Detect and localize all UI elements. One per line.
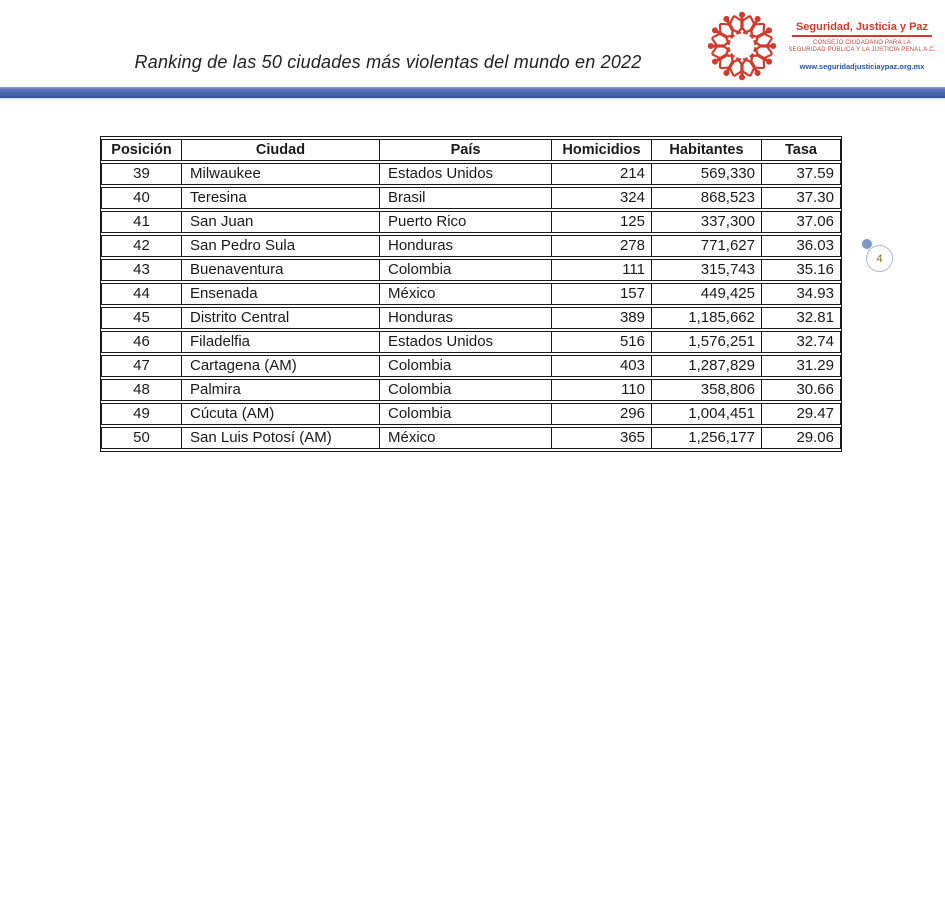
table-cell: 214 [551,163,651,185]
table-cell: 41 [101,211,181,233]
table-cell: Puerto Rico [379,211,551,233]
annotation-dot [862,239,872,249]
table-cell: 569,330 [651,163,761,185]
table-cell: 278 [551,235,651,257]
table-cell: Distrito Central [181,307,379,329]
table-row [101,307,841,329]
org-logo-text [783,21,941,71]
table-row [101,427,841,449]
people-circle-icon [703,6,781,86]
table-cell: Filadelfia [181,331,379,353]
table-cell: Teresina [181,187,379,209]
table-row [101,379,841,401]
org-logo [703,4,941,88]
table-cell: 31.29 [761,355,841,377]
column-header-6: Tasa [761,139,841,161]
table-cell: 35.16 [761,259,841,281]
table-cell: 44 [101,283,181,305]
table-cell: 389 [551,307,651,329]
table-cell: 34.93 [761,283,841,305]
table-cell: México [379,283,551,305]
table-row [101,163,841,185]
table-row [101,211,841,233]
table-cell: 516 [551,331,651,353]
table-cell: 324 [551,187,651,209]
table-row [101,259,841,281]
table-cell: 37.30 [761,187,841,209]
table-row [101,187,841,209]
table-cell: 48 [101,379,181,401]
table-cell: 125 [551,211,651,233]
table-cell: San Pedro Sula [181,235,379,257]
column-header-2: Ciudad [181,139,379,161]
column-header-5: Habitantes [651,139,761,161]
org-subtitle-line1: CONSEJO CIUDADANO PARA LA [813,40,911,46]
table-cell: Milwaukee [181,163,379,185]
table-cell: 47 [101,355,181,377]
org-website: www.seguridadjusticiaypaz.org.mx [799,62,925,71]
table-cell: 39 [101,163,181,185]
table-cell: 42 [101,235,181,257]
page-title: Ranking de las 50 ciudades más violentas del mundo en 2022 [134,52,642,72]
table-row [101,331,841,353]
table-cell: 43 [101,259,181,281]
table-cell: Colombia [379,379,551,401]
table-cell: Palmira [181,379,379,401]
table-cell: 29.06 [761,427,841,449]
table-cell: 365 [551,427,651,449]
table-cell: Cartagena (AM) [181,355,379,377]
table-cell: 37.59 [761,163,841,185]
table-cell: 32.74 [761,331,841,353]
table-row [101,235,841,257]
table-cell: Honduras [379,307,551,329]
table-cell: 1,576,251 [651,331,761,353]
column-header-3: País [379,139,551,161]
table-cell: 449,425 [651,283,761,305]
table-cell: Brasil [379,187,551,209]
table-cell: 358,806 [651,379,761,401]
table-cell: 296 [551,403,651,425]
table-cell: Honduras [379,235,551,257]
table-row [101,355,841,377]
table-cell: Cúcuta (AM) [181,403,379,425]
table-cell: Estados Unidos [379,331,551,353]
table-cell: 29.47 [761,403,841,425]
table-cell: 49 [101,403,181,425]
table-cell: Buenaventura [181,259,379,281]
table-cell: 157 [551,283,651,305]
table-cell: 111 [551,259,651,281]
table-cell: Colombia [379,355,551,377]
table-cell: 1,287,829 [651,355,761,377]
table-row [101,403,841,425]
table-cell: 46 [101,331,181,353]
table-cell: 50 [101,427,181,449]
table-cell: 1,004,451 [651,403,761,425]
annotation-badge[interactable] [866,245,893,272]
org-subtitle-line2: SEGURIDAD PÚBLICA Y LA JUSTICIA PENAL A.C. [788,47,936,53]
annotation-label: 4 [876,252,883,265]
table-cell: 37.06 [761,211,841,233]
table-cell: 1,185,662 [651,307,761,329]
table-cell: Ensenada [181,283,379,305]
org-name: Seguridad, Justicia y Paz [795,21,929,33]
table-cell: 403 [551,355,651,377]
table-cell: Estados Unidos [379,163,551,185]
table-cell: 771,627 [651,235,761,257]
table-cell: Colombia [379,259,551,281]
table-cell: 868,523 [651,187,761,209]
table-cell: 45 [101,307,181,329]
table-body [101,163,841,449]
table-cell: 1,256,177 [651,427,761,449]
table-cell: 337,300 [651,211,761,233]
table-cell: San Juan [181,211,379,233]
table-cell: 36.03 [761,235,841,257]
blue-divider [0,87,945,100]
column-header-1: Posición [101,139,181,161]
brand-underline [792,35,932,37]
ranking-table-wrap [100,136,842,452]
table-row [101,283,841,305]
column-header-4: Homicidios [551,139,651,161]
table-cell: Colombia [379,403,551,425]
table-cell: 32.81 [761,307,841,329]
ranking-table [101,137,841,451]
table-cell: San Luis Potosí (AM) [181,427,379,449]
table-header-row [101,139,841,161]
table-cell: México [379,427,551,449]
table-cell: 40 [101,187,181,209]
table-cell: 315,743 [651,259,761,281]
table-cell: 30.66 [761,379,841,401]
table-cell: 110 [551,379,651,401]
